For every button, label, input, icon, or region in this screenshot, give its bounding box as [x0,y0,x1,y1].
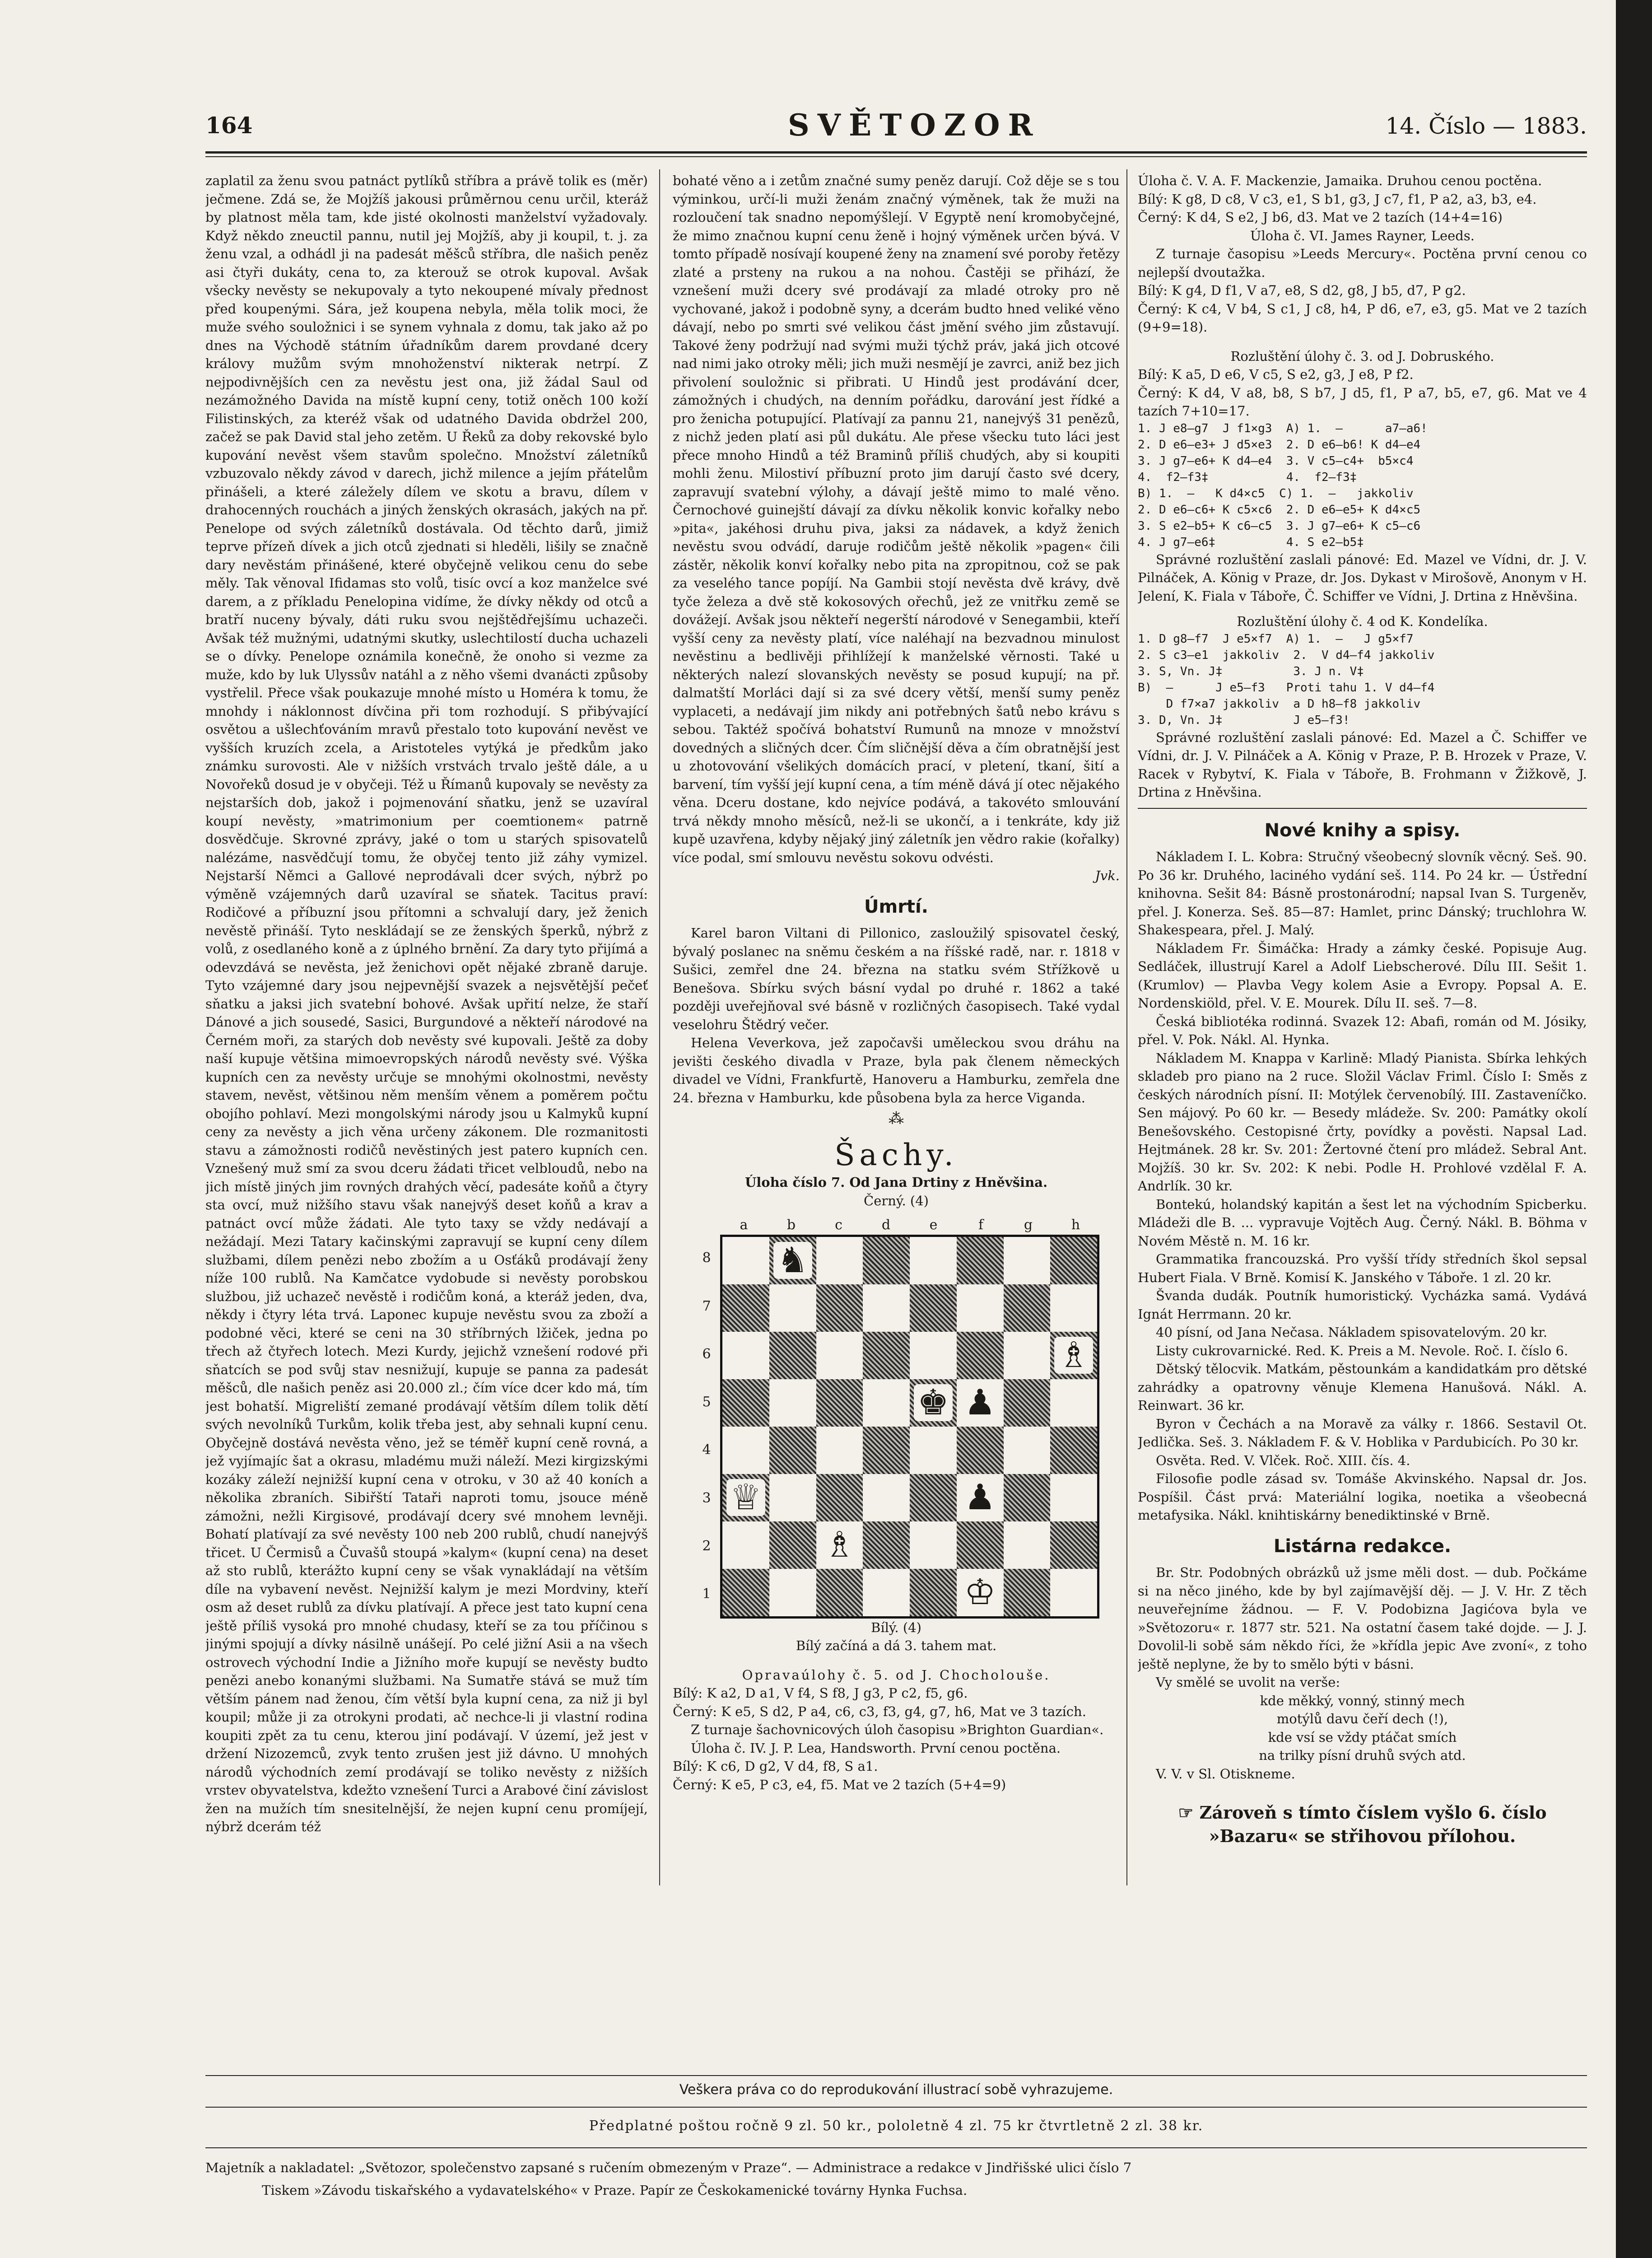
square-a4 [722,1427,769,1474]
square-c4 [816,1427,863,1474]
square-a3 [722,1474,769,1521]
file-label-g: g [1024,1217,1033,1233]
footer-rule [205,2075,1587,2076]
book-entry: Nákladem Fr. Šimáčka: Hrady a zámky české. Popisuje Aug. Sedláček, illustrují Karel a Adolf Liebscherové. Dílu III. Sešit 1. (Krumlov) — Plavba Vegy kolem Asie a Evropy. Popsal A. E. Nordenskiöld, přel. V. E. Mourek. Dílu II. seš. 7—8. [1138,940,1587,1011]
square-c8 [816,1237,863,1284]
problem-line: Bílý: K g8, D c8, V c3, e1, S b1, g3, J c7, f1, P a2, a3, b3, e4. [1138,191,1537,207]
square-f1 [957,1569,1004,1616]
black-king-icon: ♚ [914,1384,953,1421]
square-b3 [769,1474,816,1521]
square-a7 [722,1284,769,1332]
letters-text: V. V. v Sl. Otiskneme. [1156,1766,1295,1782]
square-a2 [722,1521,769,1569]
column-1 [205,172,648,2014]
column-divider [1126,169,1127,1885]
square-e5 [910,1379,957,1427]
square-d4 [863,1427,910,1474]
square-e3 [910,1474,957,1521]
square-b8 [769,1237,816,1284]
problem-line: Úloha č. VI. James Rayner, Leeds. [1250,228,1475,243]
letters-verse: motýlů davu čeří dech (!), [1276,1711,1448,1726]
square-h6 [1050,1332,1097,1379]
chess-board [720,1235,1099,1619]
book-entry: Byron v Čechách a na Moravě za války r. 1866. Sestavil Ot. Jedlička. Seš. 3. Nákladem F. & V. Hoblika v Pardubicích. Po 30 kr. [1138,1416,1587,1450]
square-h2 [1050,1521,1097,1569]
letters-verse: Vy smělé se uvolit na verše: [1156,1675,1340,1690]
page-header [205,107,1587,148]
rank-label-7: 7 [702,1298,711,1314]
problem-line: Bílý: K g4, D f1, V a7, e8, S d2, g8, J b5, d7, P g2. [1138,283,1466,298]
rank-label-2: 2 [702,1538,711,1554]
square-a1 [722,1569,769,1616]
letters-verse: kde měkký, vonný, stinný mech [1260,1693,1465,1708]
chess-title: Šachy. [834,1137,958,1172]
square-b2 [769,1521,816,1569]
footer-rule [205,2147,1587,2148]
black-label: Černý. (4) [864,1193,929,1208]
column-3 [1138,172,1587,2037]
footer-rule [205,2107,1587,2108]
column-2 [673,172,1120,2001]
square-e8 [910,1237,957,1284]
square-g7 [1004,1284,1051,1332]
square-g5 [1004,1379,1051,1427]
square-f6 [957,1332,1004,1379]
file-label-d: d [881,1217,891,1233]
black-knight-icon: ♞ [773,1242,812,1279]
square-c1 [816,1569,863,1616]
file-label-e: e [929,1217,938,1233]
square-d2 [863,1521,910,1569]
board-ranks [693,1235,720,1619]
obituary-title: Úmrtí. [864,896,928,917]
correction-line: Úloha č. IV. J. P. Lea, Handsworth. První cenou poctěna. [691,1740,1061,1756]
correction-line: Bílý: K a2, D a1, V f4, S f8, J g3, P c2, f5, g6. [673,1685,968,1701]
book-entry: Osvěta. Red. V. Vlček. Roč. XIII. čís. 4. [1156,1452,1410,1468]
board-files [720,1216,1099,1235]
square-c6 [816,1332,863,1379]
book-entry: Grammatika francouzská. Pro vyšší třídy středních škol sepsal Hubert Fiala. V Brně. Komisí K. Janského v Táboře. 1 zl. 20 kr. [1138,1251,1587,1285]
square-c2 [816,1521,863,1569]
file-label-h: h [1071,1217,1080,1233]
rank-label-8: 8 [702,1250,711,1266]
correction-line: Černý: K e5, P c3, e4, f5. Mat ve 2 tazích (5+4=9) [673,1777,1006,1792]
square-h7 [1050,1284,1097,1332]
square-f7 [957,1284,1004,1332]
printer-line: Tiskem »Závodu tiskařského a vydavatelského« v Praze. Papír ze Českokamenické továrny Hynka Fuchsa. [262,2183,968,2198]
square-h8 [1050,1237,1097,1284]
square-f4 [957,1427,1004,1474]
square-d8 [863,1237,910,1284]
black-pawn-icon: ♟ [962,1385,999,1420]
white-king-icon: ♔ [962,1575,999,1610]
square-a5 [722,1379,769,1427]
rank-label-4: 4 [702,1442,711,1458]
square-d7 [863,1284,910,1332]
solvers-list: Správné rozluštění zaslali pánové: Ed. Mazel a Č. Schiffer ve Vídni, dr. J. V. Pilnáček a A. König v Praze, P. B. Hrozek v Praze, V. Racek v Rybytví, K. Fiala v Táboře, B. Frohmann v Žižkově, J. Drtina z Hněvšina. [1138,729,1587,800]
square-c7 [816,1284,863,1332]
rights-notice: Veškera práva co do reprodukování illustrací sobě vyhrazujeme. [679,2082,1113,2098]
square-h4 [1050,1427,1097,1474]
square-b5 [769,1379,816,1427]
square-d6 [863,1332,910,1379]
correction-line: Z turnaje šachovnicových úloh časopisu »Brighton Guardian«. [691,1722,1104,1737]
article-text: zaplatil za ženu svou patnáct pytlíků stříbra a právě tolik es (měr) ječmene. Zdá se, že Mojžíš jakousi průměrnou cenu určil, kteráž by platnost měla tam, kde jisté okolnosti manželství vyžadovaly. Když někdo zneuctil pannu, nutil jej Mojžíš, aby ji koupil, t. j. za ženu vzal, a odhádl ji na padesát měšců stříbra, dle našich peněz asi čtyři dukáty, cena to, za kterouž se otrok kupoval. Avšak všecky nevěsty se nekupovaly a tyto nekoupené mívaly přednost před koupenými. Sára, jež koupena nebyla, měla tolik moci, že muže svého souložnici i se synem vyhnala z domu, tak jako až po dnes na Východě státním úřadníkům darem provdané dcery královy mužům svým mnohoženství nikterak netrpí. Z nejpodivnějších cen za nevěstu jest ona, již žádal Saul od nezámožného Davida na místě kupní ceny, totiž oněch 100 koží Filistinských, za kteréž však od udatného Davida obdržel 200, začež se pak David stal jeho zetěm. U Řeků za doby rekovské bylo kupování nevěst všem stavům společno. Množství záletníků vzbuzovalo někdy závod v darech, jichž milence a jejím přátelům přinášeli, a které záležely dílem ve skotu a bravu, dílem v drahocenných rouchách a jiných ženských okrasách, jakých na př. Penelope od svých záletníků dostávala. Od těchto darů, jimiž teprve přízeň dívek a jich otců zjednati si hleděli, lišily se značně dary nevěstám přinášené, které obyčejně velikou cenu do sebe měly. Tak věnoval Ifidamas sto volů, tisíc ovcí a koz manželce své darem, a z příkladu Penelopina vidíme, že dívky někdy od otců a bratří nuceny bývaly, dáti ruku svou nejštědřejšímu uchazeči. Avšak též mužnými, udatnými skutky, uslechtilostí ducha uchazeli se o dívky. Penelope oznámila konečně, že onoho si vezme za muže, kdo by luk Ulyssův natáhl a z něho všemi dvanácti způsoby vystřelil. Přece však poukazuje mnohé místo u Homéra k tomu, že mnohdy i náklonnost dívčina při tom rozhodují. S přibývající osvětou a ušlechťováním mravů přestalo toto kupování nevěst ve vyšších kruzích zcela, a Aristoteles vytýká je předkům jako známku surovosti. Ale v nižších vrstvách trvalo ještě dále, a u Novořeků dosud je v obyčeji. Též u Římanů kupovaly se nevěsty za nejstarších dob, jakož i pojmenování sňatku, jenž se uzavíral koupí nevěsty, »matrimonium per coemtionem« patrně dosvědčuje. Skrovné zprávy, jaké o tom u starých spisovatelů nalézáme, nasvědčují tomu, že obyčej tento již záhy vymizel. Nejstarší Němci a Gallové neprodávali dcer svých, nýbrž po výměně vzájemných darů uzavíral se sňatek. Tacitus praví: Rodičové a příbuzní jsou přítomni a schvalují dary, jež ženich nevěstě přináší. Tyto neskládají se ze ženských šperků, nýbrž z volů, z osedlaného koně a z úplného brnění. Za dary tyto přijímá a odevzdává se nevěsta, jež ženichovi opět nějaké zbraně daruje. Tyto vzájemné dary jsou nejpevnější svazek a nejsvětější pečeť sňatku a jaksi jich svatební bohové. Avšak upřití nelze, že staří Dánové a jich sousedé, Sasici, Burgundové a někteří národové na Černém moři, za starých dob nevěsty své kupovali. Ještě za doby naší kupuje většina mimoevropských národů nevěsty své. Výška kupních cen za nevěsty určuje se mnohými okolnostmi, nevěsty stavem, nevěst, většinou něm menším věnem a poměrem počtu obojího pohlaví. Mezi mongolskými národy jsou u Kalmyků kupní ceny za nevěsty a jich věna určeny zákonem. Dle rozmanitosti stavu a zámožnosti rodičů nevěstiných jest patero kupních cen. Vznešený muž smí za svou dceru žádati třicet velbloudů, nebo na jich místě jiných jim rovných drahých věcí, padesáte koňů a čtyry sta ovcí, muž nižšího stavu však nanejvýš deset koňů a krav a patnáct ovcí může žádati. Ale tyto taxy se vždy nedávají a nežádají. Mezi Tatary kačinskými zapravují se kupní ceny dílem službami, dílem penězi nebo zbožím a u Osťáků prodávají ženy níže 100 rublů. Na Kamčatce vydobude si nevěsty porobskou službou, již uchazeč nevěstě i rodičům koná, a kteráž jeden, dva, někdy i čtyry léta trvá. Laponec kupuje nevěstu svou za zboží a podobné věci, které se ceni na 30 stříbrných lžiček, jedna po třech až čtyřech lotech. Mezi Kurdy, jejichž vznešení rodové při sňatcích se pod svůj stav nesnižují, kupuje se panna za padesát měšců, dle našich peněz asi 20.000 zl.; čím více dcer kdo má, tím jest bohatší. Migreliští zemané prodávají větším dílem tolik dětí svých nevolníků Turkům, kolik třeba jest, aby sehnali kupní cenu. Obyčejně dostává nevěsta věno, jež se téměř kupní ceně rovná, a jež vyjímajíc šat a okrasu, mladému muži náleží. Mezi kirgizskými kozáky záleží nejnižší kupní cena v otroku, v 30 až 40 koních a několika zbraních. Sibiřští Tataři naproti tomu, jsouce méně zámožni, nežli Kirgisové, prodávají dcery své mnohem levněji. Bohatí platívají za své nevěsty 100 neb 200 rublů, chudí nanejvýš třicet. U Čermisů a Čuvašů stoupá »kalym« (kupní cena) na deset až sto rublů, kterážto kupní ceny se však vynakládají na větším díle na vybavení nevěst. Nejnižší kalym je mezi Mordviny, kteří osm až deset rublů za dívku platívají. A přece jest tato kupní cena ještě příliš vysoká pro mnohé chudasy, kteří se za tou příčinou s jinými spojují a dívky násilně unášejí. Po celé jižní Asii a na všech ostrovech východní Indie a Jižního moře kupují se nevěsty budto penězi anebo konanými službami. Na Sumatře stává se muž tím větším pánem nad ženou, čím větší byla kupní cena, za niž ji byl koupil; může ji za otrokyni prodati, ač nechce-li ji vlastní rodina koupiti zpět za tu cenu, kterou jiní podávají. V území, jež jest v držení Nizozemců, zvyk tento zrušen jest již dávno. U mnohých národů východních zemí prodávají se toliko nevěsty z nižších vrstev obyvatelstva, kdežto vznešení Turci a Arabové činí závislost žen na mužích tím snesitelnější, že nejen kupní cenu promíjejí, nýbrž dcerám též [205,173,648,1834]
problem-line: Černý: K d4, S e2, J b6, d3. Mat ve 2 tazích (14+4=16) [1138,210,1503,225]
book-entry: Nákladem I. L. Kobra: Stručný všeobecný slovník věcný. Seš. 90. Po 36 kr. Druhého, laciného vydání seš. 114. Po 24 kr. — Ústřední knihovna. Sešit 84: Básně prostonárodní; napsal Ivan S. Turgeněv, přel. J. Konerza. Seš. 85—87: Hamlet, princ Dánský; truchlohra W. Shakespeara, přel. J. Malý. [1138,849,1587,938]
problem-heading: Úloha číslo 7. Od Jana Drtiny z Hněvšina. [745,1175,1048,1190]
books-title: Nové knihy a spisy. [1264,820,1461,841]
publisher-line: Majetník a nakladatel: „Světozor, společenstvo zapsané s ručením obmezeným v Praze“. — Administrace a redakce v Jindřišské ulici číslo 7 [205,2160,1132,2175]
square-e1 [910,1569,957,1616]
rank-label-5: 5 [702,1394,711,1410]
pointing-hand-icon: ☞ [1178,1802,1200,1823]
square-h3 [1050,1474,1097,1521]
square-e7 [910,1284,957,1332]
white-queen-icon: ♕ [726,1479,765,1516]
book-entry: Listy cukrovarnické. Red. K. Preis a M. Nevole. Roč. I. číslo 6. [1156,1343,1568,1358]
problem-line: Z turnaje časopisu »Leeds Mercury«. Poctěna první cenou co nejlepší dvoutažka. [1138,246,1587,280]
obituary-text: Helena Veverkova, jež započavši uměleckou svou dráhu na jevišti českého divadla v Praze, byla pak členem německých divadel ve Vídni, Frankfurtě, Hanoveru a Hamburku, zemřela dne 24. března v Hamburku, kde působena byla za herce Viganda. [673,1035,1120,1106]
solution-line: Černý: K d4, V a8, b8, S b7, J d5, f1, P a7, b5, e7, g6. Mat ve 4 tazích 7+10=17. [1138,385,1587,419]
white-bishop-icon: ♗ [821,1527,858,1563]
correction-line: Bílý: K c6, D g2, V d4, f8, S a1. [673,1759,878,1774]
issue-label: 14. Číslo — 1883. [1385,113,1587,139]
square-h5 [1050,1379,1097,1427]
problem-line: Černý: K c4, V b4, S c1, J c8, h4, P d6, e7, e3, g5. Mat ve 2 tazích (9+9=18). [1138,301,1587,335]
column-divider [659,169,660,1885]
ornament: ⁂ [889,1110,904,1128]
bazar-text: Zároveň s tímto číslem vyšlo 6. číslo »Bazaru« se střihovou přílohou. [1199,1802,1547,1846]
book-entry: Dětský tělocvik. Matkám, pěstounkám a kandidatkám pro dětské zahrádky a opatrovny věnuje Klemena Hanušová. Nákl. A. Reinwart. 36 kr. [1138,1361,1587,1413]
square-d3 [863,1474,910,1521]
square-c3 [816,1474,863,1521]
file-label-f: f [978,1217,984,1233]
square-g3 [1004,1474,1051,1521]
square-f8 [957,1237,1004,1284]
scan-edge [1616,0,1652,2258]
square-e2 [910,1521,957,1569]
problem-line: Úloha č. V. A. F. Mackenzie, Jamaika. Druhou cenou poctěna. [1138,173,1542,188]
solution-moves: 1. J e8—g7 J f1×g3 A) 1. — a7—a6! 2. D e6—e3+ J d5×e3 2. D e6—b6! K d4—e4 3. J g7—e6+ K d4—e4 3. V c5—c4+ b5×c4 4. f2—f3‡ 4. f2—f3‡ B) 1. — K d4×c5 C) 1. — jakkoliv 2. D e6—c6+ K c5×c6 2. D e6—e5+ K d4×c5 3. S e2—b5+ K c6—c5 3. J g7—e6+ K c5—c6 4. J g7—e6‡ 4. S e2—b5‡ [1138,421,1428,549]
divider [1138,808,1587,809]
square-e4 [910,1427,957,1474]
book-entry: Nákladem M. Knappa v Karlině: Mladý Pianista. Sbírka lehkých skladeb pro piano na 2 ruce. Složil Václav Friml. Číslo I: Směs z českých národních písní. II: Motýlek červenobílý. III. Zastaveníčko. Sen májový. Po 60 kr. — Besedy mládeže. Sv. 200: Památky okolí Benešovského. Cestopisné črty, povídky a pověsti. Napsal Lad. Hejtmánek. 28 kr. Sv. 201: Žertovné čtení pro mládež. Sebral Ant. Mojžíš. 30 kr. Sv. 202: K nebi. Podle H. Prohlové vzdělal F. A. Andrlík. 30 kr. [1138,1050,1587,1194]
white-label: Bílý. (4) [871,1619,921,1635]
bazar-notice [1138,1801,1587,1848]
page-number: 164 [205,112,253,139]
correction-title: Opravaúlohy č. 5. od J. Chocholouše. [742,1667,1051,1683]
subscription-notice: Předplatné poštou ročně 9 zl. 50 kr., pololetně 4 zl. 75 kr čtvrtletně 2 zl. 38 kr. [589,2118,1204,2134]
square-f3 [957,1474,1004,1521]
book-entry: Bontekú, holandský kapitán a šest let na východním Spicberku. Mládeži dle B. ... vypravuje Vojtěch Aug. Černý. Nákl. B. Böhma v Novém Městě n. M. 16 kr. [1138,1196,1587,1249]
article-text: bohaté věno a i zetům značné sumy peněz darují. Což děje se s tou výminkou, určí-li muži ženám značný výměnek, tak že muži na rozloučení tak snadno nepomýšlejí. V Egyptě není kromobyčejné, že mimo značnou kupní cenu ženě i hojný výměnek určen bývá. V tomto případě nosívají koupené ženy na znamení své poroby řetězy zlaté a prsteny na rukou a na nohou. Častěji se přihází, že vznešení muži dcery své prodávají za mladé otroky pro ně vychované, jakož i podobně syny, a dcerám budto hned veliké věno dávají, nebo po smrti své velikou část jmění svého jim zůstavují. Takové ženy podržují nad svými muži týchž práv, jaká jich otcové nad nimi jako otroky měli; jich muži nesmějí je zavrci, aniž bez jich přivolení souložnic si přibrati. U Hindů jest prodávání dcer, zámožných i chudých, na denním pořádku, darování jest řídké a pro ženicha potupující. Platívají za pannu 21, nanejvýš 31 penězů, z nichž jeden platí asi půl dukátu. Ale přese všecku tuto láci jest přece mnoho Hindů a též Braminů příliš chudých, aby si koupiti mohli ženu. Milostiví příbuzní proto jim darují často své dcery, zapravují svatební výlohy, a dávají ještě mimo to malé věno. Černochové guinejští dávají za dívku několik konvic kořalky nebo »pita«, jakéhosi druhu piva, jaksi za nádavek, a když ženich nevěstu svou odvádí, daruje rodičům ještě několik »pagen« čili zástěr, několik konví kořalky nebo pita na zpropitnou, což se pak za veselého tance popíjí. Na Gambii stojí nevěsta dvě krávy, dvě tyče železa a dvě stě kokosových ořechů, jež ze vnitřku země se dovážejí. Avšak jsou někteří negerští národové v Senegambii, kteří vyšší ceny za nevěsty platí, více naléhají na bezvadnou minulost nevěstinu a bedlivěji přihlížejí k manželské věrnosti. Také u některých nalezí slovanských nevěsty se posud kupují; na př. dalmatští Morláci dají si za své dcery větší, menší sumy peněz vyplaceti, a nedávají jim nikdy ani potřebných šatů nebo krávu s sebou. Taktéž spočívá bohatství Rumunů na mnoze v množství dovedných a sličných dcer. Čím sličnější děva a čím obratnější jest u zhotovování všelikých domácích prací, v pletení, tkaní, šití a barvení, tím vyšší její kupní cena, a tím méně dává jí otec nějakého věna. Dceru dostane, kdo nejvíce podává, a takovéto smlouvání trvá někdy mnoho měsíců, než-li se ukončí, a i tenkráte, kdy již kupě uzavřena, kdyby nějaký jiný záletník jen vědro rakie (kořalky) více podal, smí smlouvu nevěstu sokovu odvésti. [673,173,1120,865]
square-d1 [863,1569,910,1616]
solution-moves: 1. D g8—f7 J e5×f7 A) 1. — J g5×f7 2. S c3—e1 jakkoliv 2. V d4—f4 jakkoliv 3. S, Vn. J‡ 3. J n. V‡ B) — J e5—f3 Proti tahu 1. V d4—f4 D f7×a7 jakkoliv a D h8—f8 jakkoliv 3. D, Vn. J‡ J e5—f3! [1138,632,1435,727]
header-rule [205,151,1587,154]
file-label-c: c [835,1217,842,1233]
obituary-text: Karel baron Viltani di Pillonico, zasloužilý spisovatel český, bývalý poslanec na sněmu českém a na říšské radě, nar. r. 1818 v Sušici, zemřel dne 24. března na statku svém Střížkově u Benešova. Sbírku svých básní vydal po druhé r. 1862 a také později uveřejňoval své básně v rozličných časopisech. Také vydal veselohru Štědrý večer. [673,925,1120,1032]
masthead-title: SVĚTOZOR [788,107,1041,143]
square-g2 [1004,1521,1051,1569]
book-entry: 40 písní, od Jana Nečasa. Nákladem spisovatelovým. 20 kr. [1156,1325,1548,1340]
square-b6 [769,1332,816,1379]
square-g4 [1004,1427,1051,1474]
solution-title: Rozluštění úlohy č. 4 od K. Kondelíka. [1237,614,1488,629]
book-entry: Česká bibliotéka rodinná. Svazek 12: Abafi, román od M. Jósiky, přel. V. Pok. Nákl. Al. Hynka. [1138,1013,1587,1047]
rank-label-3: 3 [702,1490,711,1506]
square-b7 [769,1284,816,1332]
chess-diagram [693,1216,1099,1619]
black-pawn-icon: ♟ [962,1480,999,1515]
square-g1 [1004,1569,1051,1616]
square-e6 [910,1332,957,1379]
square-f5 [957,1379,1004,1427]
header-rule-thin [205,156,1587,157]
square-h1 [1050,1569,1097,1616]
book-entry: Švanda dudák. Poutník humoristický. Vycházka samá. Vydává Ignát Herrmann. 20 kr. [1138,1288,1587,1322]
file-label-b: b [786,1217,796,1233]
board-caption: Bílý začíná a dá 3. tahem mat. [796,1638,997,1653]
article-signature: Jvk. [1095,868,1120,883]
letters-verse: na trilky písní druhů svých atd. [1259,1748,1466,1763]
square-a6 [722,1332,769,1379]
square-g6 [1004,1332,1051,1379]
letters-title: Listárna redakce. [1273,1535,1452,1557]
correction-line: Černý: K e5, S d2, P a4, c6, c3, f3, g4, g7, h6, Mat ve 3 tazích. [673,1703,1086,1719]
rank-label-6: 6 [702,1346,711,1362]
solution-title: Rozluštění úlohy č. 3. od J. Dobruského. [1230,348,1494,364]
solution-line: Bílý: K a5, D e6, V c5, S e2, g3, J e8, P f2. [1138,367,1414,382]
white-bishop-icon: ♗ [1054,1337,1093,1374]
letters-text: Br. Str. Podobných obrázků už jsme měli dost. — dub. Počkáme si na něco jiného, kde by byl zajímavější děj. — J. V. Hr. Z těch neuveřejníme žádnou. — F. V. Podobizna Jagićova byla ve »Světozoru« r. 1877 str. 521. Na ostatní časem také dojde. — J. J. Dovolil-li sobě sám někdo říci, že »křídla jepic Ave zvoní«, z toho ještě neplyne, že by to smělo býti v básni. [1138,1565,1587,1672]
square-f2 [957,1521,1004,1569]
square-g8 [1004,1237,1051,1284]
square-b4 [769,1427,816,1474]
book-entry: Filosofie podle zásad sv. Tomáše Akvinského. Napsal dr. Jos. Pospíšil. Část prvá: Materiální logika, noetika a všeobecná metafysika. Nákl. knihtiskárny benediktinské v Brně. [1138,1471,1587,1523]
rank-label-1: 1 [702,1586,711,1602]
square-c5 [816,1379,863,1427]
letters-verse: kde vsí se vždy ptáčat smích [1268,1729,1457,1745]
square-d5 [863,1379,910,1427]
file-label-a: a [740,1217,748,1233]
square-b1 [769,1569,816,1616]
square-a8 [722,1237,769,1284]
solvers-list: Správné rozluštění zaslali pánové: Ed. Mazel ve Vídni, dr. J. V. Pilnáček, A. König v Praze, dr. Jos. Dykast v Mirošově, Anonym v H. Jelení, K. Fiala v Táboře, Č. Schiffer ve Vídni, J. Drtina z Hněvšina. [1138,551,1587,604]
